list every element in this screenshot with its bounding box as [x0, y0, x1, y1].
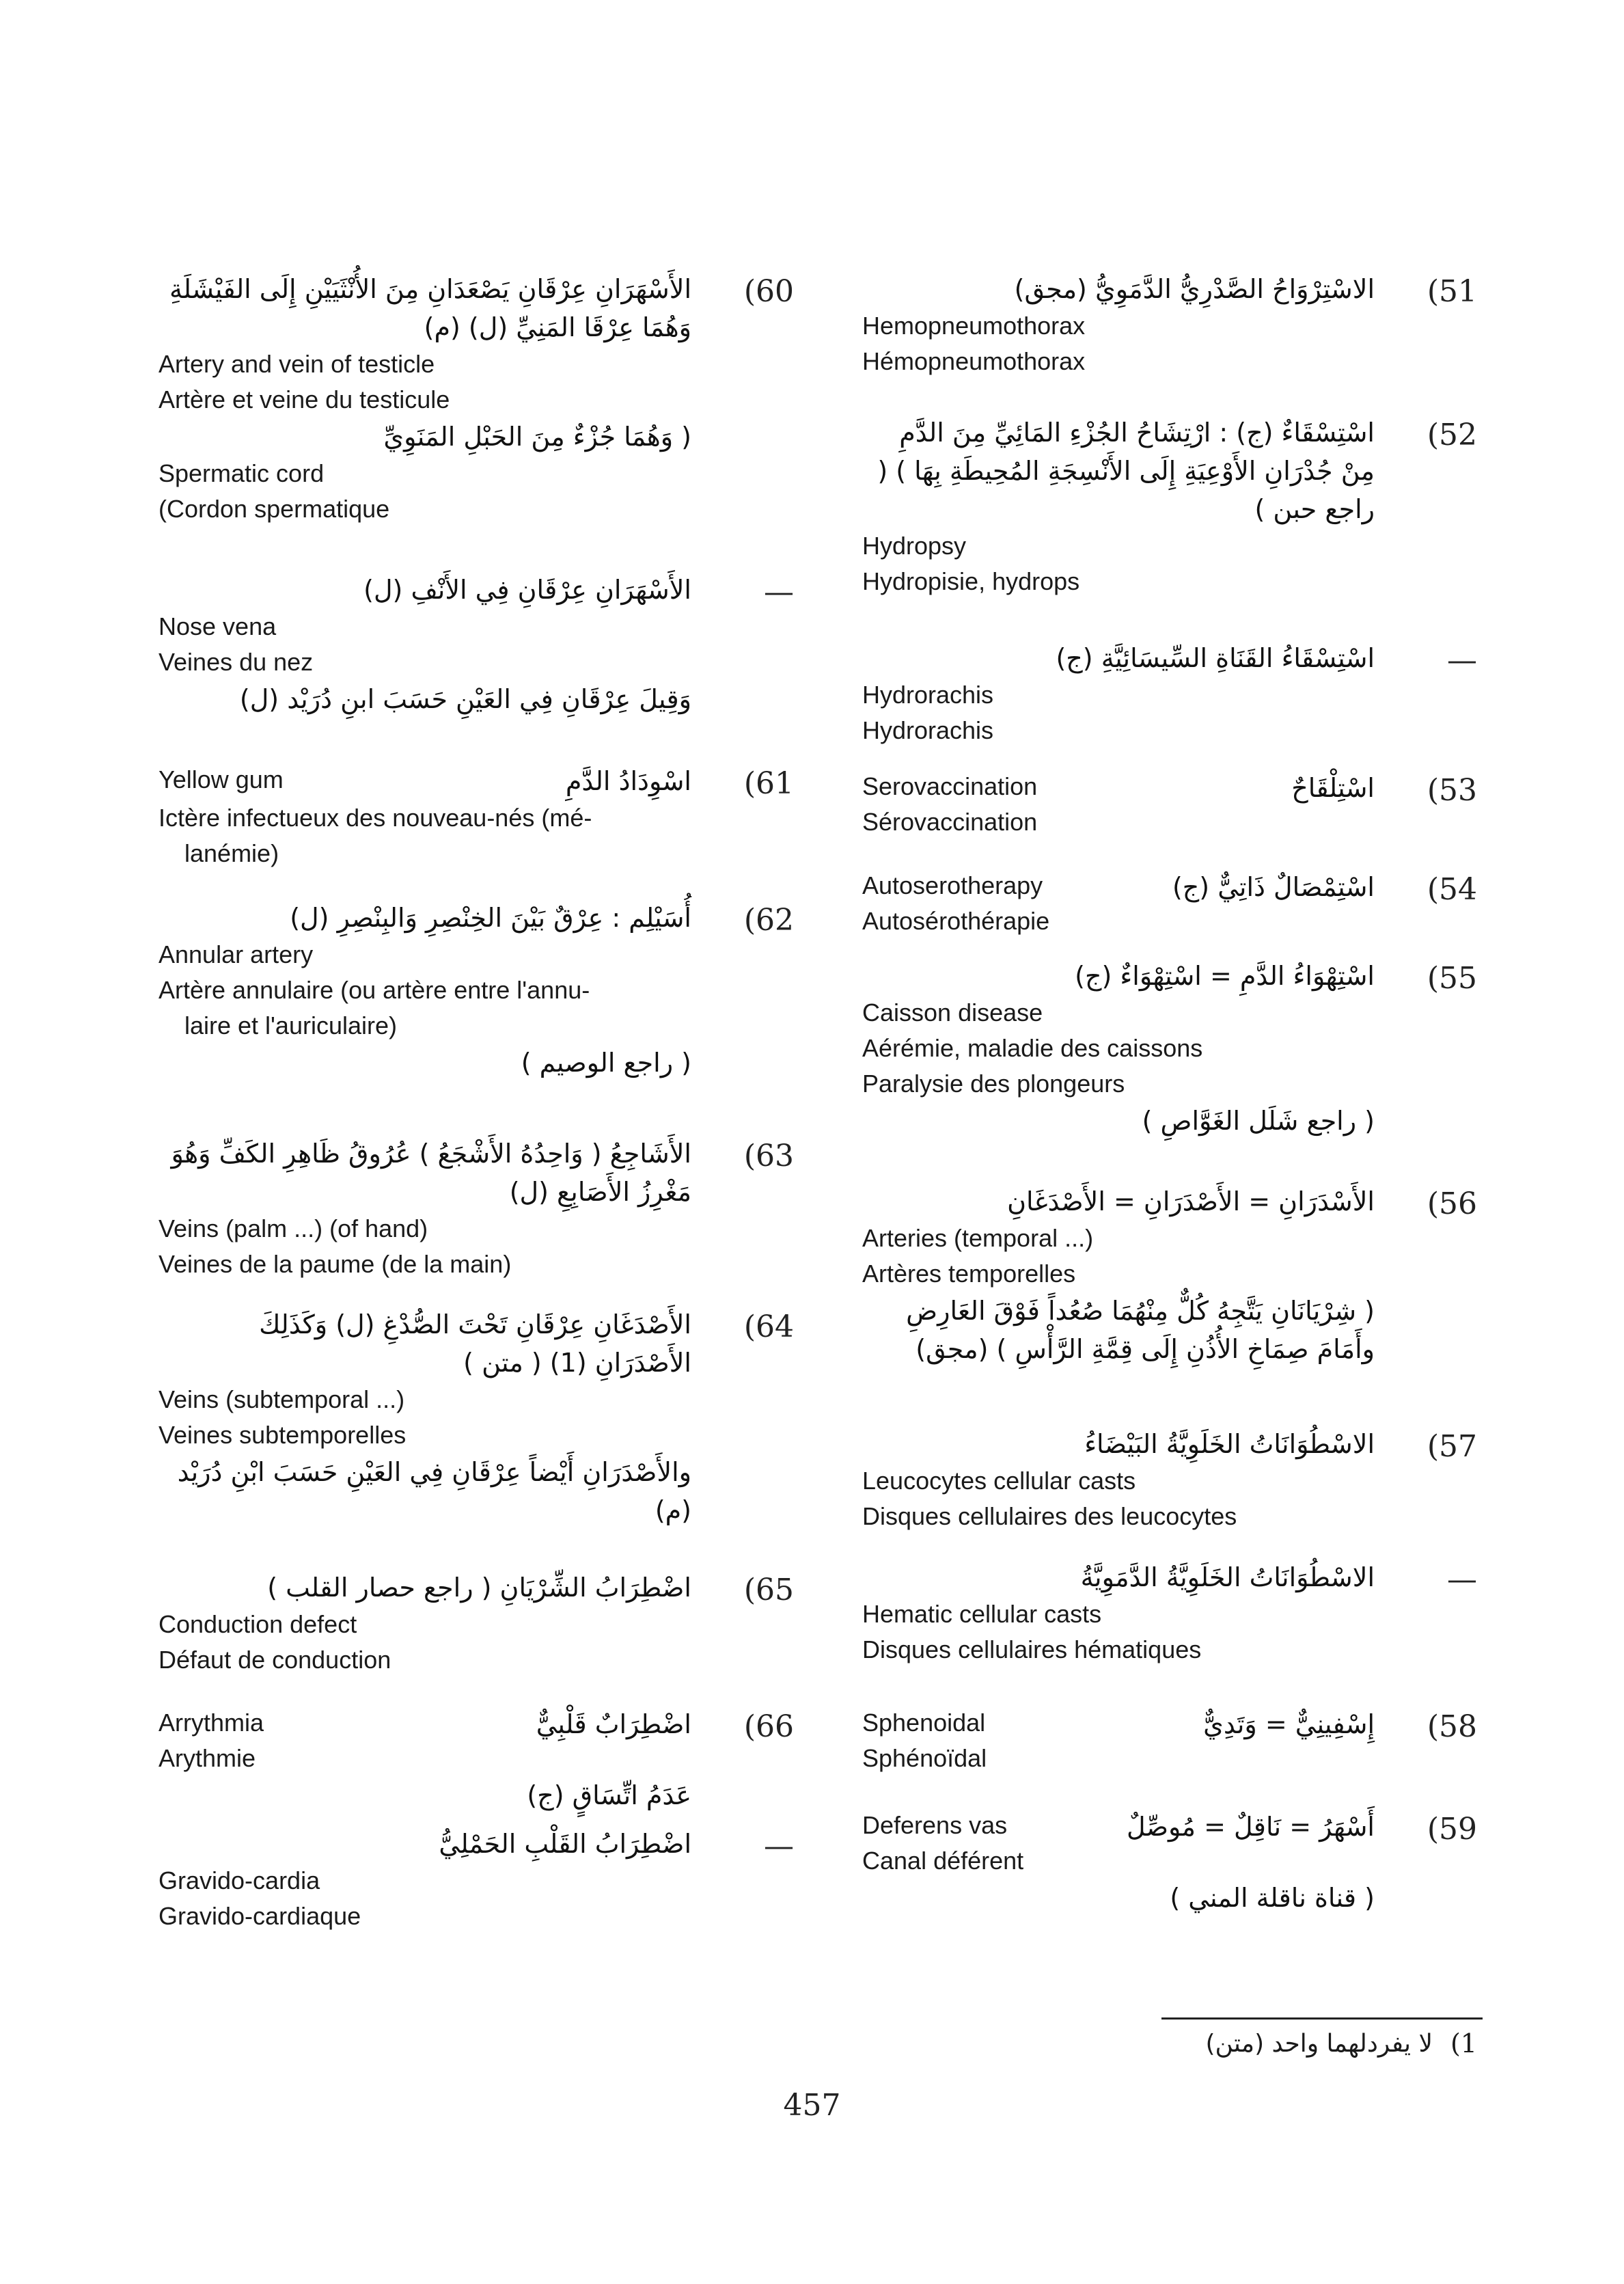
entry-number: (63	[743, 1139, 794, 1173]
entry-52	[862, 413, 1477, 639]
english-term: Arrythmia	[159, 1709, 264, 1737]
english-term: Leucocytes cellular casts	[862, 1467, 1136, 1495]
arabic-term: اسْتِسْقَاءٌ (ج) : ارْتِشَاحُ الجُزْءِ المَائِيِّ مِنَ الدَّمِ مِنْ جُدْرَانِ الأَوْعِيَةِ إِلَى الأَنْسِجَةِ المُحِيطَةِ بِهَا ) ( راجع حبن )	[877, 418, 1375, 524]
arabic-term: اضْطِرَابٌ قَلْبِيٌّ	[536, 1709, 691, 1739]
arabic-term: اضْطِرَابُ الشِّرْيَانِ ( راجع حصار القلب )	[267, 1573, 691, 1603]
synonym-note: عَدَمُ اتِّسَاقٍ (ج)	[527, 1780, 691, 1810]
entry-number: (64	[743, 1309, 794, 1344]
arabic-term: اسْوِدَادُ الدَّمِ	[565, 766, 691, 796]
entry-number: (58	[1427, 1709, 1477, 1744]
entry-number: (60	[743, 274, 794, 309]
entry-53	[862, 769, 1477, 868]
arabic-term: اسْتِلْقَاحٌ	[1291, 773, 1375, 803]
entry-61	[159, 762, 794, 899]
definition-note: ( شِرْيَانَانِ يَتَّجِهُ كُلٌّ مِنْهُمَا صُعُداً فَوْقَ العَارِضِ وأَمَامَ صِمَاخِ الأُذُنِ إِلَى قِمَّةِ الرَّأْسِ ) (مجق)	[906, 1296, 1375, 1364]
entry-number: (53	[1427, 773, 1477, 808]
french-term-cont: lanémie)	[184, 839, 279, 867]
reference-note: ( راجع الوصيم )	[521, 1048, 691, 1078]
footnote-text: لا يفردلهما واحد (متن)	[1205, 2029, 1433, 2058]
arabic-term: إِسْفِينِيٌّ = وَتَدِيٌّ	[1203, 1709, 1375, 1739]
entry-56	[862, 1182, 1477, 1425]
footnote-number: (1	[1450, 2028, 1477, 2058]
right-column	[862, 270, 1477, 1931]
entry-number: (65	[743, 1573, 794, 1607]
english-term: Caisson disease	[862, 998, 1043, 1027]
english-term: Artery and vein of testicle	[159, 350, 435, 378]
entry-number: (52	[1427, 418, 1477, 452]
french-term: Disques cellulaires hématiques	[862, 1635, 1202, 1663]
arabic-term: الأَصْدَغَانِ عِرْقَانِ تَحْتَ الصُّدْغِ (ل) وَكَذَلِكَ الأَصْدَرَانِ (1) ( متن )	[259, 1309, 691, 1378]
french-term: Sérovaccination	[862, 808, 1038, 836]
english-term: Hemopneumothorax	[862, 312, 1086, 340]
entry-63	[159, 1134, 794, 1305]
french-term: Veines du nez	[159, 648, 314, 676]
entry-number: —	[764, 1829, 794, 1864]
french-term: Artères temporelles	[862, 1260, 1076, 1288]
french-term: Artère et veine du testicule	[159, 385, 450, 413]
english-term: Annular artery	[159, 940, 314, 968]
english-term: Hematic cellular casts	[862, 1600, 1102, 1628]
arabic-term: اسْتِمْصَالٌ ذَاتِيٌّ (ج)	[1172, 872, 1375, 902]
entry-number: (61	[743, 766, 794, 801]
entry-number: —	[1447, 643, 1477, 678]
entry-number: —	[1447, 1562, 1477, 1597]
english-subterm: Spermatic cord	[159, 459, 325, 487]
english-term: Arteries (temporal ...)	[862, 1224, 1094, 1252]
arabic-term: الأَسْدَرَانِ = الأَصْدَرَانِ = الأَصْدَغَانِ	[1007, 1186, 1375, 1216]
french-term: Artère annulaire (ou artère entre l'annu-	[159, 976, 590, 1004]
entry-60-sub	[159, 571, 794, 762]
entry-51	[862, 270, 1477, 413]
entry-59	[862, 1808, 1477, 1931]
entry-64	[159, 1305, 794, 1568]
entry-57-sub	[862, 1558, 1477, 1705]
french-term: Défaut de conduction	[159, 1646, 391, 1674]
arabic-subterm: ( وَهُمَا جُزْءٌ مِنَ الحَبْلِ المَنَوِيِّ	[383, 422, 691, 452]
entry-number: (56	[1427, 1186, 1477, 1221]
arabic-term: الأَسْهَرَانِ عِرْقَانِ فِي الأَنْفِ (ل)	[363, 575, 691, 605]
french-term: Arythmie	[159, 1744, 256, 1772]
arabic-term: اضْطِرَابُ القَلْبِ الحَمْلِيُّ	[439, 1829, 691, 1859]
english-term: Deferens vas	[862, 1811, 1008, 1839]
entry-number: (62	[743, 903, 794, 938]
entry-65	[159, 1568, 794, 1705]
arabic-term: أَسْهَرُ = نَاقِلٌ = مُوصِّلٌ	[1126, 1812, 1375, 1842]
entry-57	[862, 1425, 1477, 1558]
reference-note: ( راجع شَلَل الغَوَّاصِ )	[1142, 1106, 1375, 1136]
arabic-term: اسْتِسْقَاءُ القَنَاةِ السِّيسَائِيَّةِ (ج)	[1056, 643, 1375, 673]
french-term: Disques cellulaires des leucocytes	[862, 1502, 1237, 1530]
entry-number: (66	[743, 1709, 794, 1744]
english-term: Nose vena	[159, 612, 277, 640]
french-term: Veines de la paume (de la main)	[159, 1250, 512, 1278]
french-term: Sphénoïdal	[862, 1744, 987, 1772]
entry-number: (51	[1427, 274, 1477, 309]
page-number: 457	[783, 2088, 841, 2123]
arabic-term: الأَسْهَرَانِ عِرْقَانِ يَصْعَدَانِ مِنَ الأُنْثَيَيْنِ إِلَى الفَيْشَلَةِ وَهُمَا عِرْقَا المَنِيِّ (ل) (م)	[169, 274, 691, 342]
entry-60	[159, 270, 794, 571]
entry-number: —	[764, 575, 794, 610]
french-term: Aérémie, maladie des caissons	[862, 1034, 1203, 1062]
french-term: Veines subtemporelles	[159, 1421, 407, 1449]
arabic-term: اسْتِهْوَاءُ الدَّمِ = اسْتِهْوَاءٌ (ج)	[1075, 961, 1375, 991]
left-column	[159, 270, 794, 1941]
footnote	[862, 2028, 1477, 2058]
english-term: Autoserotherapy	[862, 871, 1043, 899]
arabic-term: الاسْطُوَانَاتُ الخَلَوِيَّةُ الدَّمَوِيَّةُ	[1080, 1562, 1375, 1592]
english-term: Gravido-cardia	[159, 1866, 320, 1894]
french-term: Ictère infectueux des nouveau-nés (mé-	[159, 804, 592, 832]
french-term-cont: laire et l'auriculaire)	[184, 1011, 397, 1039]
english-term: Conduction defect	[159, 1610, 357, 1638]
definition-note: وَقِيلَ عِرْقَانِ فِي العَيْنِ حَسَبَ ابنِ دُرَيْد (ل)	[239, 684, 691, 714]
arabic-term: الأَشَاجِعُ ( وَاحِدُهُ الأَشْجَعُ ) عُرُوقُ ظَاهِرِ الكَفِّ وَهُوَ مَغْرِزُ الأَصَابِعِ (ل)	[171, 1139, 691, 1207]
english-term: Sphenoidal	[862, 1709, 986, 1737]
definition-note: والأَصْدَرَانِ أَيْضاً عِرْقَانِ فِي العَيْنِ حَسَبَ ابْنِ دُرَيْد (م)	[177, 1457, 691, 1525]
arabic-term: الاسْطُوَانَاتُ الخَلَوِيَّةُ البَيْضَاءُ	[1084, 1429, 1375, 1459]
arabic-term: الاسْتِرْوَاحُ الصَّدْرِيُّ الدَّمَوِيُّ (مجق)	[1014, 274, 1375, 304]
french-term: Autosérothérapie	[862, 907, 1050, 935]
entry-62	[159, 899, 794, 1134]
entry-number: (57	[1427, 1429, 1477, 1464]
english-term: Veins (palm ...) (of hand)	[159, 1214, 428, 1242]
french-term: Hydropisie, hydrops	[862, 567, 1080, 595]
french-term: Hémopneumothorax	[862, 347, 1086, 375]
french-subterm: (Cordon spermatique	[159, 495, 390, 523]
entry-number: (59	[1427, 1812, 1477, 1847]
french-term: Hydrorachis	[862, 716, 994, 744]
entry-66-sub	[159, 1825, 794, 1941]
french-term-alt: Paralysie des plongeurs	[862, 1070, 1125, 1098]
entry-number: (54	[1427, 872, 1477, 907]
reference-note: ( قناة ناقلة المني )	[1170, 1883, 1375, 1913]
footnote-divider	[1161, 2017, 1483, 2020]
entry-54	[862, 868, 1477, 957]
french-term: Gravido-cardiaque	[159, 1902, 361, 1930]
entry-58	[862, 1705, 1477, 1808]
english-term: Hydrorachis	[862, 681, 994, 709]
english-term: Serovaccination	[862, 772, 1038, 800]
arabic-term: أُسَيْلِم : عِرْقٌ بَيْنَ الخِنْصِرِ وَالبِنْصِرِ (ل)	[290, 903, 691, 933]
english-term: Yellow gum	[159, 765, 284, 793]
entry-number: (55	[1427, 961, 1477, 996]
french-term: Canal déférent	[862, 1847, 1024, 1875]
entry-66	[159, 1705, 794, 1825]
english-term: Veins (subtemporal ...)	[159, 1385, 405, 1413]
english-term: Hydropsy	[862, 532, 967, 560]
entry-52-sub	[862, 639, 1477, 769]
entry-55	[862, 957, 1477, 1182]
